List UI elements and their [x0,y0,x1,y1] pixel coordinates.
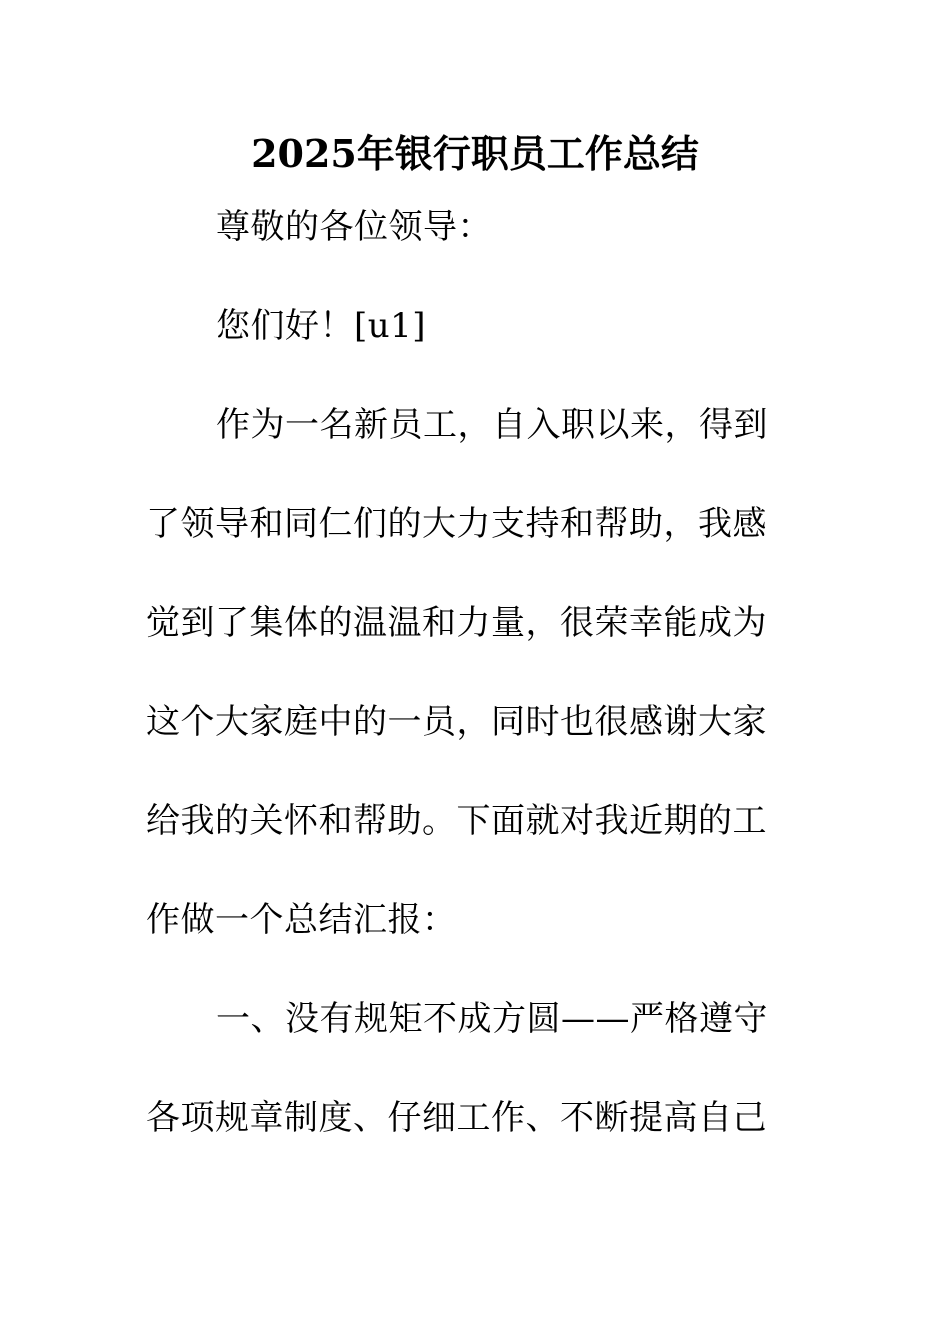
paragraph-line: 觉到了集体的温温和力量，很荣幸能成为 [146,603,767,643]
greeting: 您们好！[u1] [216,306,427,346]
paragraph-line: 作为一名新员工，自入职以来，得到 [216,405,768,445]
paragraph-line: 了领导和同仁们的大力支持和帮助，我感 [146,504,767,544]
salutation: 尊敬的各位领导： [216,207,492,247]
document-title: 2025年银行职员工作总结 [251,131,699,176]
section-heading-line: 各项规章制度、仔细工作、不断提高自己 [146,1098,767,1138]
paragraph-line: 给我的关怀和帮助。下面就对我近期的工 [146,801,767,841]
section-heading-line: 一、没有规矩不成方圆——严格遵守 [216,999,768,1039]
paragraph-line: 这个大家庭中的一员，同时也很感谢大家 [146,702,767,742]
paragraph-line: 作做一个总结汇报： [146,900,457,940]
